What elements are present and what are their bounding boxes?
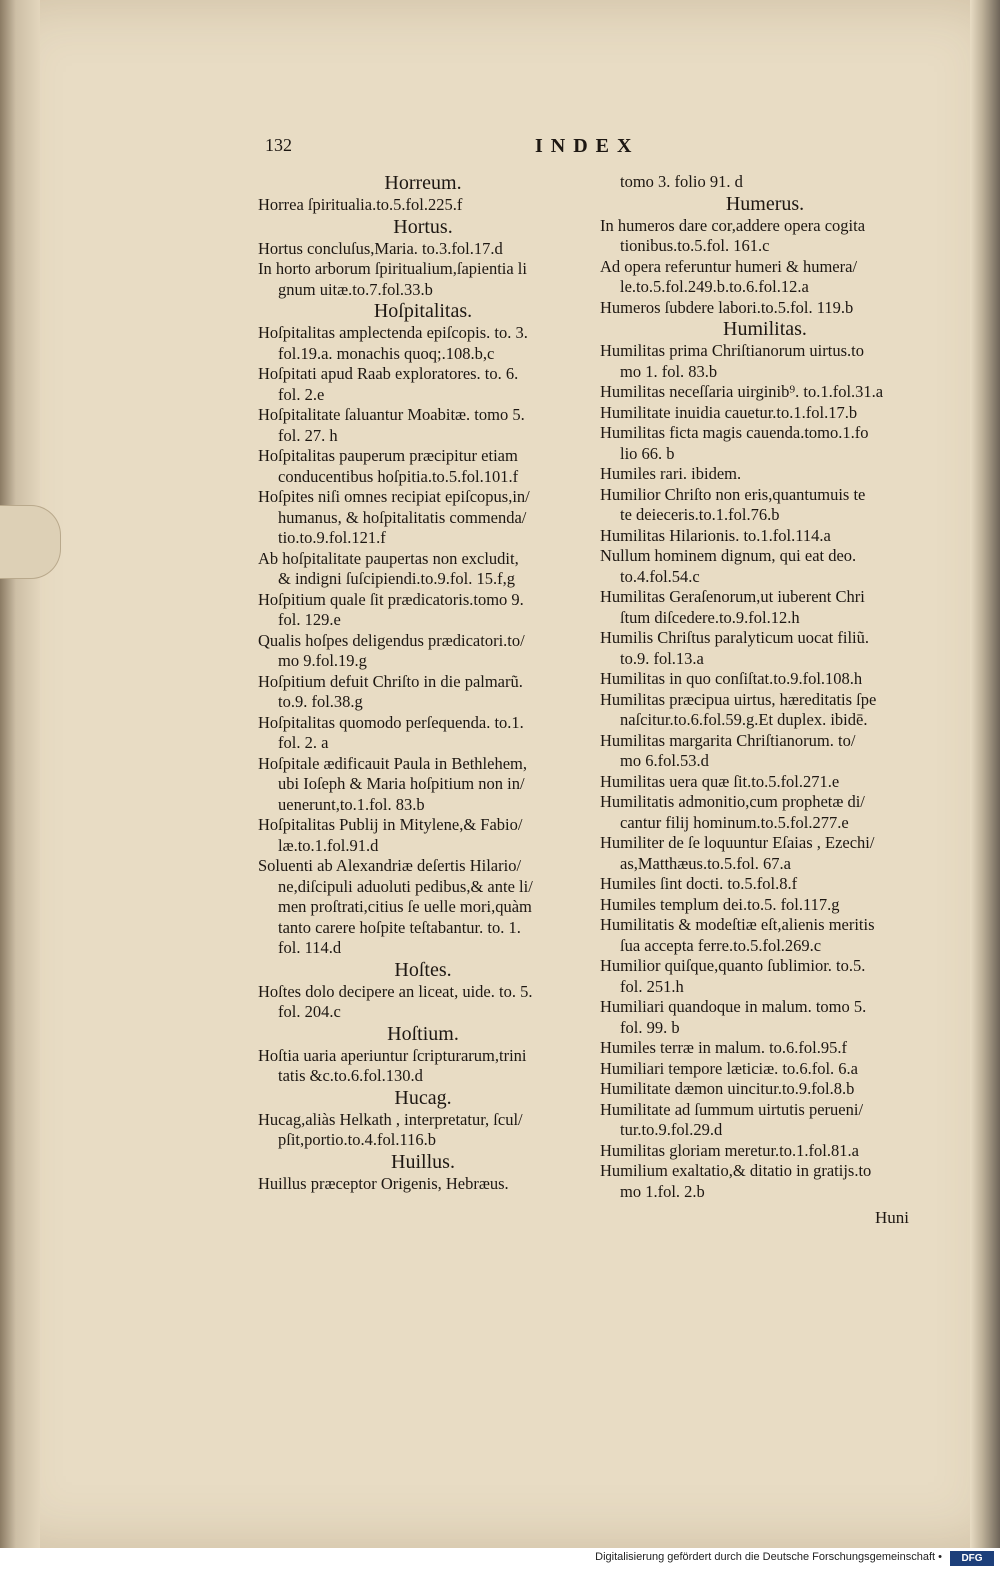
index-entry — [600, 874, 930, 895]
entry-line: Humilitas Geraſenorum,ut iuberent Chri — [600, 587, 865, 606]
entry-continuation-line: tanto carere hoſpite teſtabantur. to. 1. — [278, 917, 521, 937]
entry-continuation-line: fol. 2. a — [278, 733, 329, 752]
entry-line: Hoſpitalitate ſaluantur Moabitæ. tomo 5. — [258, 405, 525, 424]
index-entry — [600, 546, 930, 587]
entry-continuation-line: fol. 99. b — [620, 1017, 680, 1037]
index-entry — [600, 792, 930, 833]
index-entry — [600, 298, 930, 319]
running-head: INDEX — [535, 135, 640, 157]
entry-continuation-line: ſtum diſcedere.to.9.fol.12.h — [620, 607, 800, 627]
entry-line: Hoſpitale ædificauit Paula in Bethlehem, — [258, 753, 527, 773]
index-entry — [600, 526, 930, 547]
entry-continuation-line: fol. 27. h — [278, 425, 338, 445]
entry-line: Hoſpitium quale ſit prædicatoris.tomo 9. — [258, 589, 524, 609]
index-entry — [600, 1161, 930, 1202]
index-entry — [258, 590, 588, 631]
entry-line: Humilitas margarita Chriſtianorum. to/ — [600, 730, 856, 750]
entry-line: Humiliari tempore læticiæ. to.6.fol. 6.a — [600, 1058, 858, 1078]
entry-line: Humiles templum dei.to.5. fol.117.g — [600, 894, 840, 914]
index-heading: Humilitas. — [723, 318, 807, 340]
index-entry — [600, 772, 930, 793]
catchword: Huni — [875, 1208, 909, 1227]
index-entry — [600, 341, 930, 382]
entry-continuation-line: naſcitur.to.6.fol.59.g.Et duplex. ibidē. — [620, 710, 868, 729]
index-column-left — [258, 172, 588, 1194]
index-heading: Hucag. — [394, 1086, 452, 1109]
entry-line: Humilitas Hilarionis. to.1.fol.114.a — [600, 525, 831, 545]
entry-continuation-line: tionibus.to.5.fol. 161.c — [620, 236, 770, 255]
page-tab-marker — [0, 505, 61, 579]
entry-continuation-line: tio.to.9.fol.121.f — [278, 528, 386, 547]
entry-line: Humilis Chriſtus paralyticum uocat filiũ. — [600, 628, 870, 647]
entry-continuation-line: lio 66. b — [620, 443, 675, 463]
entry-line: Nullum hominem dignum, qui eat deo. — [600, 546, 857, 565]
entry-line: Hoſtes dolo decipere an liceat, uide. to. 5. — [258, 981, 533, 1001]
index-entry — [258, 259, 588, 300]
entry-continuation-line: fol. 2.e — [278, 384, 325, 404]
entry-line: Hoſpitium defuit Chriſto in die palmarũ. — [258, 671, 523, 691]
entry-continuation-line: le.to.5.fol.249.b.to.6.fol.12.a — [620, 277, 809, 296]
index-entry — [258, 1046, 588, 1087]
index-entry — [600, 915, 930, 956]
index-entry — [258, 323, 588, 364]
entry-line: Hoſpitalitas quomodo perſequenda. to.1. — [258, 712, 524, 732]
index-entry — [258, 856, 588, 959]
entry-continuation-line: cantur filij hominum.to.5.fol.277.e — [620, 812, 849, 832]
index-entry — [600, 1038, 930, 1059]
entry-line: Humiles ſint docti. to.5.fol.8.f — [600, 874, 798, 893]
index-entry — [600, 895, 930, 916]
index-entry — [600, 731, 930, 772]
entry-line: Hoſpitalitas amplectenda epiſcopis. to. 3. — [258, 323, 528, 342]
index-entry — [258, 1174, 588, 1195]
entry-continuation-line: gnum uitæ.to.7.fol.33.b — [278, 279, 433, 299]
entry-continuation-line: fol. 114.d — [278, 938, 342, 957]
entry-continuation-line: to.9. fol.38.g — [278, 692, 363, 711]
entry-line: Humilitate dæmon uincitur.to.9.fol.8.b — [600, 1079, 855, 1098]
index-entry — [600, 423, 930, 464]
index-entry — [600, 1079, 930, 1100]
index-column-right — [600, 172, 930, 1202]
index-entry — [600, 485, 930, 526]
entry-continuation-line: fol. 251.h — [620, 976, 684, 996]
entry-line: Ab hoſpitalitate paupertas non excludit, — [258, 548, 519, 568]
index-entry — [600, 1141, 930, 1162]
index-heading: Hoſtes. — [394, 958, 452, 981]
entry-continuation-line: & indigni ſuſcipiendi.to.9.fol. 15.f,g — [278, 569, 515, 588]
index-entry — [258, 815, 588, 856]
entry-line: Humilitas in quo conſiſtat.to.9.fol.108.h — [600, 669, 863, 688]
entry-continuation-line: conducentibus hoſpitia.to.5.fol.101.f — [278, 466, 519, 486]
index-entry — [258, 195, 588, 216]
entry-line: Humiles rari. ibidem. — [600, 464, 742, 483]
entry-line: Humilitas neceſſaria uirginib⁹. to.1.fol.31.a — [600, 382, 884, 401]
index-heading: Hoſtium. — [387, 1022, 459, 1045]
entry-line: Hoſpitalitas Publij in Mitylene,& Fabio/ — [258, 815, 523, 834]
index-entry — [600, 956, 930, 997]
entry-line: Humilitatis admonitio,cum prophetæ di/ — [600, 792, 865, 811]
entry-continuation-line: as,Matthæus.to.5.fol. 67.a — [620, 853, 791, 873]
entry-continuation-line: uenerunt,to.1.fol. 83.b — [278, 794, 425, 814]
index-entry — [258, 631, 588, 672]
index-entry — [600, 257, 930, 298]
index-entry — [600, 628, 930, 669]
entry-line: Humeros ſubdere labori.to.5.fol. 119.b — [600, 297, 854, 317]
entry-line: Humilitate inuidia cauetur.to.1.fol.17.b — [600, 402, 858, 422]
entry-continuation-line: fol.19.a. monachis quoq;.108.b,c — [278, 343, 495, 363]
index-entry — [600, 216, 930, 257]
entry-line: Humilitate ad ſummum uirtutis perueni/ — [600, 1099, 864, 1119]
footer-credit: Digitalisierung gefördert durch die Deutsche Forschungsgemeinschaft • — [595, 1551, 942, 1563]
index-entry — [600, 1059, 930, 1080]
page-edge — [970, 0, 1000, 1548]
index-entry — [600, 690, 930, 731]
index-heading: Hoſpitalitas. — [373, 300, 473, 322]
index-entry — [258, 982, 588, 1023]
index-entry — [600, 382, 930, 403]
index-entry — [600, 464, 930, 485]
entry-line: Humilitatis & modeſtiæ eſt,alienis meritis — [600, 915, 875, 934]
entry-line: Horrea ſpiritualia.to.5.fol.225.f — [258, 195, 463, 214]
entry-line: tomo 3. folio 91. d — [620, 172, 743, 191]
entry-continuation-line: mo 6.fol.53.d — [620, 751, 709, 770]
index-entry — [258, 405, 588, 446]
entry-continuation-line: to.9. fol.13.a — [620, 648, 704, 668]
index-entry — [600, 1100, 930, 1141]
index-entry — [600, 833, 930, 874]
index-entry — [258, 1110, 588, 1151]
entry-line: Soluenti ab Alexandriæ deſertis Hilario/ — [258, 856, 522, 875]
index-entry — [600, 669, 930, 690]
index-entry — [258, 446, 588, 487]
entry-line: Humilitas prima Chriſtianorum uirtus.to — [600, 341, 864, 360]
index-entry — [258, 672, 588, 713]
entry-line: Humiliter de ſe loquuntur Eſaias , Ezechi/ — [600, 833, 875, 852]
entry-line: Hortus concluſus,Maria. to.3.fol.17.d — [258, 238, 503, 258]
page-number: 132 — [265, 135, 292, 155]
index-entry — [600, 172, 930, 193]
entry-line: Hoſpites niſi omnes recipiat epiſcopus,in/ — [258, 487, 530, 506]
entry-continuation-line: pſit,portio.to.4.fol.116.b — [278, 1130, 436, 1149]
entry-line: Humilitas ficta magis cauenda.tomo.1.fo — [600, 423, 869, 442]
index-entry — [600, 997, 930, 1038]
page-header — [265, 135, 925, 161]
entry-line: Humilior quiſque,quanto ſublimior. to.5. — [600, 956, 866, 975]
entry-line: Hoſtia uaria aperiuntur ſcripturarum,trini — [258, 1045, 527, 1065]
index-entry — [258, 239, 588, 260]
digitization-footer — [0, 1548, 1000, 1570]
entry-line: In humeros dare cor,addere opera cogita — [600, 215, 866, 235]
page-gutter — [0, 0, 40, 1548]
entry-continuation-line: mo 9.fol.19.g — [278, 651, 367, 670]
index-entry — [258, 487, 588, 549]
entry-line: Humilium exaltatio,& ditatio in gratijs.to — [600, 1161, 872, 1180]
entry-line: In horto arborum ſpiritualium,ſapientia li — [258, 259, 527, 278]
index-heading: Horreum. — [384, 172, 462, 194]
entry-continuation-line: fol. 204.c — [278, 1002, 341, 1021]
entry-line: Ad opera referuntur humeri & humera/ — [600, 256, 858, 276]
entry-line: Hoſpitalitas pauperum præcipitur etiam — [258, 446, 518, 465]
index-heading: Huillus. — [391, 1150, 455, 1173]
dfg-logo: DFG — [950, 1551, 994, 1566]
index-entry — [258, 754, 588, 816]
entry-continuation-line: læ.to.1.fol.91.d — [278, 835, 379, 855]
entry-continuation-line: tur.to.9.fol.29.d — [620, 1120, 723, 1139]
index-heading: Hortus. — [393, 215, 453, 238]
index-entry — [258, 713, 588, 754]
entry-continuation-line: men proſtrati,citius ſe uelle mori,quàm — [278, 897, 532, 916]
index-entry — [258, 549, 588, 590]
entry-line: Humiles terræ in malum. to.6.fol.95.f — [600, 1038, 848, 1057]
entry-continuation-line: mo 1.fol. 2.b — [620, 1181, 705, 1201]
entry-line: Huillus præceptor Origenis, Hebræus. — [258, 1173, 509, 1193]
entry-continuation-line: te deieceris.to.1.fol.76.b — [620, 505, 780, 524]
entry-line: Humilitas præcipua uirtus, hæreditatis ſpe — [600, 689, 877, 709]
entry-continuation-line: mo 1. fol. 83.b — [620, 361, 718, 381]
entry-continuation-line: fol. 129.e — [278, 610, 341, 629]
entry-line: Qualis hoſpes deligendus prædicatori.to/ — [258, 630, 525, 650]
entry-continuation-line: ſua accepta ferre.to.5.fol.269.c — [620, 935, 822, 955]
index-entry — [600, 403, 930, 424]
entry-continuation-line: to.4.fol.54.c — [620, 566, 700, 586]
index-entry — [600, 587, 930, 628]
entry-line: Humilitas gloriam meretur.to.1.fol.81.a — [600, 1140, 859, 1160]
entry-continuation-line: ubi Ioſeph & Maria hoſpitium non in/ — [278, 774, 525, 793]
entry-line: Hucag,aliàs Helkath , interpretatur, ſcul/ — [258, 1109, 523, 1129]
entry-line: Humiliari quandoque in malum. tomo 5. — [600, 997, 867, 1016]
entry-line: Humilior Chriſto non eris,quantumuis te — [600, 484, 866, 504]
entry-line: Hoſpitati apud Raab exploratores. to. 6. — [258, 364, 519, 383]
entry-continuation-line: ne,diſcipuli aduoluti pedibus,& ante li/ — [278, 876, 533, 896]
index-heading: Humerus. — [725, 192, 805, 215]
entry-line: Humilitas uera quæ ſit.to.5.fol.271.e — [600, 771, 840, 791]
entry-continuation-line: humanus, & hoſpitalitatis commenda/ — [278, 507, 527, 527]
entry-continuation-line: tatis &c.to.6.fol.130.d — [278, 1066, 423, 1085]
index-entry — [258, 364, 588, 405]
